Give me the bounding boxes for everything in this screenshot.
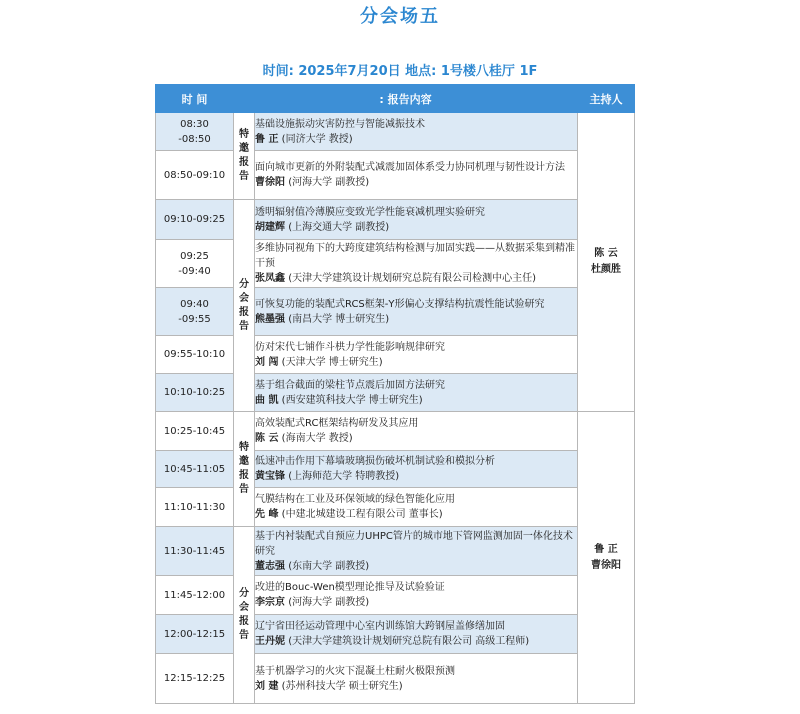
time-cell: 12:00-12:15	[156, 615, 234, 654]
talk-cell	[255, 151, 578, 200]
time-cell: 09:10-09:25	[156, 200, 234, 240]
time-cell: 09:25 -09:40	[156, 240, 234, 288]
table-row	[156, 113, 635, 151]
speaker-name: 鲁 正	[255, 133, 279, 145]
talk-cell	[255, 336, 578, 374]
page-title: 分会场五	[360, 6, 440, 27]
speaker-affiliation: (西安建筑科技大学 博士研究生)	[281, 394, 423, 406]
talk-title: 基于内衬装配式自预应力UHPC管片的城市地下管网监测加固一体化技术研究	[255, 530, 573, 557]
speaker-name: 陈 云	[255, 433, 279, 444]
time-cell: 09:40 -09:55	[156, 288, 234, 336]
header-content: : 报告内容	[234, 85, 578, 113]
speaker-affiliation: (东南大学 副教授)	[288, 560, 370, 572]
speaker-name: 黄宝锋	[255, 471, 285, 482]
talk-title: 基于组合截面的梁柱节点震后加固方法研究	[255, 379, 445, 391]
table-row	[156, 288, 635, 336]
table-row	[156, 240, 635, 288]
session-info: 时间: 2025年7月20日 地点: 1号楼八桂厅 1F	[262, 64, 538, 79]
table-row	[156, 451, 635, 488]
speaker-name: 曲 凯	[255, 394, 279, 406]
talk-title: 可恢复功能的装配式RCS框架-Y形偏心支撑结构抗震性能试验研究	[255, 298, 545, 310]
talk-title: 仿对宋代七铺作斗栱力学性能影响规律研究	[255, 341, 445, 353]
talk-title: 辽宁省田径运动管理中心室内训练馆大跨钢屋盖修缮加固	[255, 621, 505, 632]
time-cell: 11:30-11:45	[156, 527, 234, 576]
speaker-name: 董志强	[255, 560, 285, 572]
speaker-affiliation: (上海交通大学 副教授)	[288, 221, 390, 233]
talk-title: 高效装配式RC框架结构研发及其应用	[255, 418, 419, 429]
table-row	[156, 576, 635, 615]
speaker-affiliation: (海南大学 教授)	[281, 433, 353, 444]
speaker-name: 刘 闯	[255, 356, 279, 368]
speaker-name: 刘 建	[255, 680, 279, 692]
speaker-name: 胡建辉	[255, 221, 285, 233]
header-time: 时 间	[156, 85, 234, 113]
talk-cell	[255, 374, 578, 412]
talk-cell	[255, 412, 578, 451]
time-cell: 10:45-11:05	[156, 451, 234, 488]
table-row	[156, 200, 635, 240]
speaker-name: 李宗京	[255, 597, 285, 608]
speaker-name: 王丹妮	[255, 636, 285, 647]
talk-cell	[255, 488, 578, 527]
speaker-affiliation: (同济大学 教授)	[281, 133, 353, 145]
speaker-affiliation: (上海师范大学 特聘教授)	[288, 471, 400, 482]
talk-cell	[255, 451, 578, 488]
session-type-cell: 特邀报告	[234, 113, 255, 200]
talk-cell	[255, 615, 578, 654]
talk-cell	[255, 240, 578, 288]
schedule-table	[155, 84, 635, 704]
time-cell: 11:10-11:30	[156, 488, 234, 527]
speaker-affiliation: (中建北城建设工程有限公司 董事长)	[281, 509, 443, 520]
table-row	[156, 336, 635, 374]
speaker-name: 熊墨强	[255, 313, 285, 325]
header-host: 主持人	[578, 85, 635, 113]
talk-title: 气膜结构在工业及环保领域的绿色智能化应用	[255, 494, 455, 505]
table-row	[156, 374, 635, 412]
session-type-cell: 特邀报告	[234, 412, 255, 527]
talk-title: 多维协同视角下的大跨度建筑结构检测与加固实践——从数据采集到精准干预	[255, 243, 575, 269]
talk-cell	[255, 288, 578, 336]
speaker-name: 曹徐阳	[255, 177, 285, 188]
table-row	[156, 527, 635, 576]
speaker-name: 先 峰	[255, 509, 279, 520]
time-cell: 10:25-10:45	[156, 412, 234, 451]
speaker-affiliation: (苏州科技大学 硕士研究生)	[281, 680, 403, 692]
talk-cell	[255, 200, 578, 240]
speaker-affiliation: (天津大学建筑设计规划研究总院有限公司检测中心主任)	[288, 273, 536, 284]
host-cell: 陈 云 杜颜胜	[578, 113, 635, 412]
talk-cell	[255, 576, 578, 615]
talk-title: 透明辐射值冷薄膜应变致光学性能衰减机理实验研究	[255, 206, 485, 218]
talk-cell	[255, 113, 578, 151]
talk-title: 改进的Bouc-Wen模型理论推导及试验验证	[255, 582, 445, 593]
table-row	[156, 615, 635, 654]
talk-title: 基于机器学习的火灾下混凝土柱耐火极限预测	[255, 665, 455, 677]
session-type-cell: 分会报告	[234, 200, 255, 412]
time-cell: 12:15-12:25	[156, 654, 234, 704]
host-cell: 鲁 正 曹徐阳	[578, 412, 635, 704]
speaker-name: 张凤鑫	[255, 273, 285, 284]
table-header-row	[156, 85, 635, 113]
speaker-affiliation: (南昌大学 博士研究生)	[288, 313, 390, 325]
talk-title: 低速冲击作用下幕墙玻璃损伤破坏机制试验和模拟分析	[255, 456, 495, 467]
time-cell: 11:45-12:00	[156, 576, 234, 615]
speaker-affiliation: (天津大学建筑设计规划研究总院有限公司 高级工程师)	[288, 636, 530, 647]
talk-cell	[255, 527, 578, 576]
table-row	[156, 488, 635, 527]
table-row	[156, 151, 635, 200]
time-cell: 09:55-10:10	[156, 336, 234, 374]
speaker-affiliation: (天津大学 博士研究生)	[281, 356, 383, 368]
time-cell: 10:10-10:25	[156, 374, 234, 412]
time-cell: 08:50-09:10	[156, 151, 234, 200]
speaker-affiliation: (河海大学 副教授)	[288, 597, 370, 608]
talk-cell	[255, 654, 578, 704]
talk-title: 面向城市更新的外附装配式减震加固体系受力协同机理与韧性设计方法	[255, 162, 565, 173]
speaker-affiliation: (河海大学 副教授)	[288, 177, 370, 188]
talk-title: 基础设施振动灾害防控与智能减振技术	[255, 118, 425, 130]
session-type-cell: 分会报告	[234, 527, 255, 704]
table-row	[156, 654, 635, 704]
table-row	[156, 412, 635, 451]
time-cell: 08:30 -08:50	[156, 113, 234, 151]
